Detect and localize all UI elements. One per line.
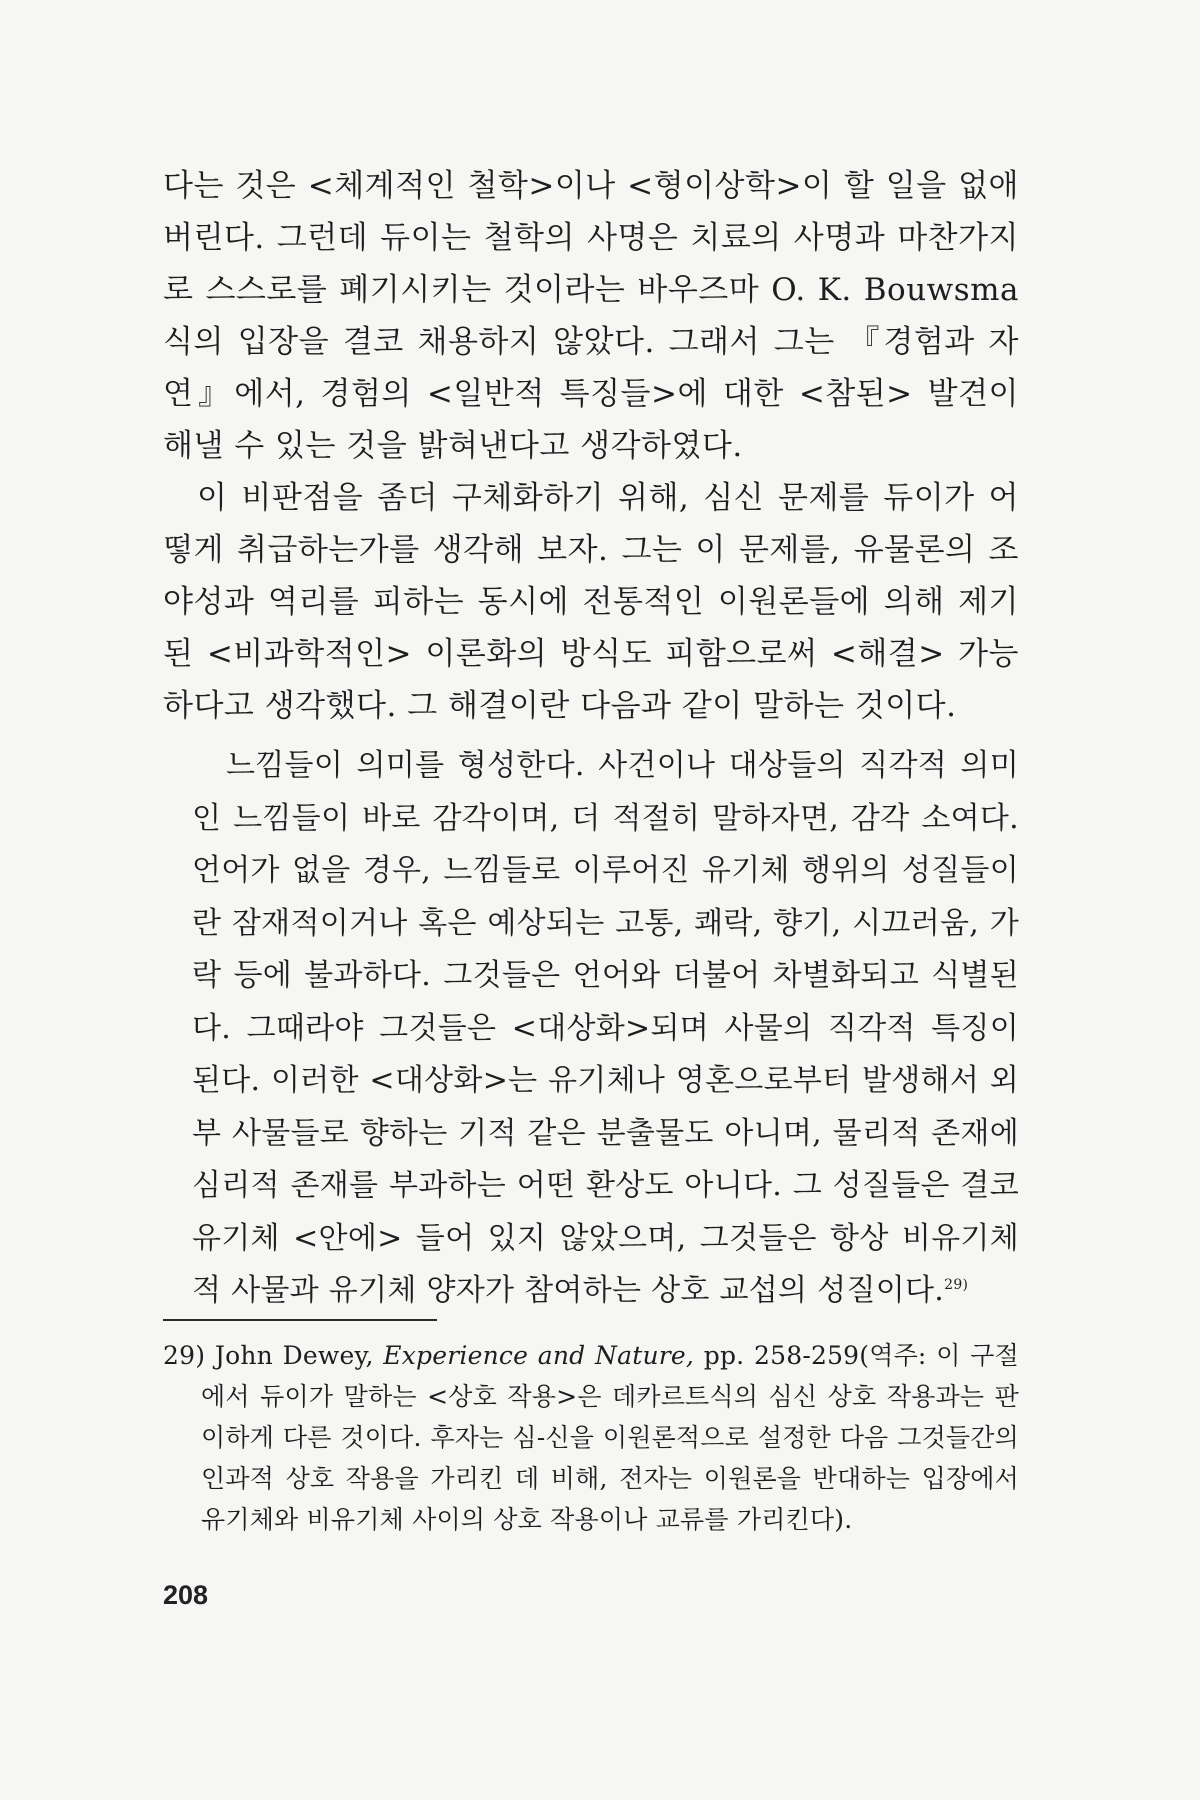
- footnote-divider: [163, 1319, 437, 1321]
- footnote: [163, 1335, 1019, 1540]
- block-quote: [192, 740, 1019, 1318]
- quote-text: 느낌들이 의미를 형성한다. 사건이나 대상들의 직각적 의미인 느낌들이 바로 감각이며, 더 적절히 말하자면, 감각 소여다. 언어가 없을 경우, 느낌들로 이루어진 유기체 행위의 성질들이란 잠재적이거나 혹은 예상되는 고통, 쾌락, 향기, 시끄러움, 가락 등에 불과하다. 그것들은 언어와 더불어 차별화되고 식별된다. 그때라야 그것들은 <대상화>되며 사물의 직각적 특징이 된다. 이러한 <대상화>는 유기체나 영혼으로부터 발생해서 외부 사물들로 향하는 기적 같은 분출물도 아니며, 물리적 존재에 심리적 존재를 부과하는 어떤 환상도 아니다. 그 성질들은 결코 유기체 <안에> 들어 있지 않았으며, 그것들은 항상 비유기체적 사물과 유기체 양자가 참여하는 상호 교섭의 성질이다.: [192, 748, 1019, 1308]
- main-text: [163, 160, 1019, 732]
- quote-paragraph: [192, 740, 1019, 1318]
- footnote-number: 29): [163, 1341, 206, 1370]
- footnote-reference: 29): [944, 1277, 969, 1293]
- footnote-book-title: Experience and Nature,: [383, 1341, 695, 1370]
- footnote-29: [163, 1335, 1019, 1540]
- body-paragraph-1: 다는 것은 <체계적인 철학>이나 <형이상학>이 할 일을 없애버린다. 그런데 듀이는 철학의 사명은 치료의 사명과 마찬가지로 스스로를 폐기시키는 것이라는 바우즈마 O. K. Bouwsma식의 입장을 결코 채용하지 않았다. 그래서 그는 『경험과 자연』에서, 경험의 <일반적 특징들>에 대한 <참된> 발견이 해낼 수 있는 것을 밝혀낸다고 생각하였다.: [163, 168, 1019, 464]
- footnote-text: pp. 258-259(역주: 이 구절에서 듀이가 말하는 <상호 작용>은 데카르트식의 심신 상호 작용과는 판이하게 다른 것이다. 후자는 심-신을 이원론적으로 설정한 다음 그것들간의 인과적 상호 작용을 가리킨 데 비해, 전자는 이원론을 반대하는 입장에서 유기체와 비유기체 사이의 상호 작용이나 교류를 가리킨다).: [201, 1341, 1019, 1534]
- footnote-author: John Dewey,: [214, 1341, 374, 1370]
- body-paragraph-2: 이 비판점을 좀더 구체화하기 위해, 심신 문제를 듀이가 어떻게 취급하는가를 생각해 보자. 그는 이 문제를, 유물론의 조야성과 역리를 피하는 동시에 전통적인 이원론들에 의해 제기된 <비과학적인> 이론화의 방식도 피함으로써 <해결> 가능하다고 생각했다. 그 해결이란 다음과 같이 말하는 것이다.: [163, 480, 1019, 724]
- page-number: 208: [163, 1580, 209, 1610]
